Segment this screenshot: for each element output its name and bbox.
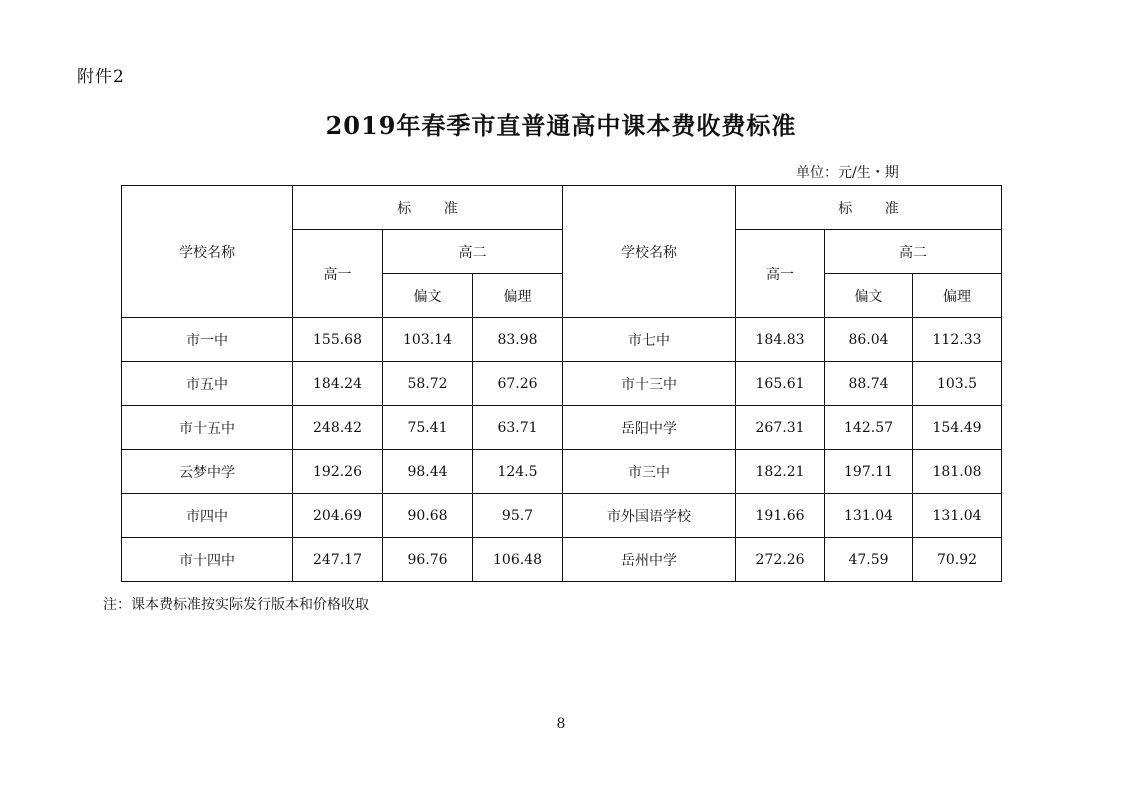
science-fee-cell: 95.7	[473, 494, 563, 538]
header-liberal-arts-left: 偏文	[383, 274, 473, 318]
liberal-arts-fee-cell: 75.41	[383, 406, 473, 450]
school-name-cell: 市十三中	[563, 362, 736, 406]
science-fee-cell: 103.5	[913, 362, 1002, 406]
science-fee-cell: 70.92	[913, 538, 1002, 582]
header-grade-two-left: 高二	[383, 230, 563, 274]
grade-one-fee-cell: 248.42	[293, 406, 383, 450]
document-title: 2019年春季市直普通高中课本费收费标准	[325, 111, 797, 140]
header-school-name-left: 学校名称	[122, 186, 293, 318]
liberal-arts-fee-cell: 88.74	[825, 362, 913, 406]
liberal-arts-fee-cell: 90.68	[383, 494, 473, 538]
school-name-cell: 市十五中	[122, 406, 293, 450]
school-name-cell: 岳州中学	[563, 538, 736, 582]
science-fee-cell: 67.26	[473, 362, 563, 406]
grade-one-fee-cell: 182.21	[736, 450, 825, 494]
grade-one-fee-cell: 191.66	[736, 494, 825, 538]
science-fee-cell: 106.48	[473, 538, 563, 582]
header-standard-right: 标 准	[736, 186, 1002, 230]
grade-one-fee-cell: 184.83	[736, 318, 825, 362]
science-fee-cell: 63.71	[473, 406, 563, 450]
grade-one-fee-cell: 155.68	[293, 318, 383, 362]
liberal-arts-fee-cell: 142.57	[825, 406, 913, 450]
header-school-name-right: 学校名称	[563, 186, 736, 318]
header-grade-one-right: 高一	[736, 230, 825, 318]
school-name-cell: 市一中	[122, 318, 293, 362]
science-fee-cell: 181.08	[913, 450, 1002, 494]
table-row	[122, 362, 1002, 406]
school-name-cell: 市外国语学校	[563, 494, 736, 538]
school-name-cell: 市十四中	[122, 538, 293, 582]
grade-one-fee-cell: 184.24	[293, 362, 383, 406]
footnote: 注：课本费标准按实际发行版本和价格收取	[103, 597, 369, 613]
grade-one-fee-cell: 192.26	[293, 450, 383, 494]
liberal-arts-fee-cell: 47.59	[825, 538, 913, 582]
header-grade-two-right: 高二	[825, 230, 1002, 274]
science-fee-cell: 131.04	[913, 494, 1002, 538]
grade-one-fee-cell: 247.17	[293, 538, 383, 582]
header-science-left: 偏理	[473, 274, 563, 318]
header-liberal-arts-right: 偏文	[825, 274, 913, 318]
page-number: 8	[556, 716, 566, 732]
fee-table	[121, 185, 1002, 582]
liberal-arts-fee-cell: 131.04	[825, 494, 913, 538]
liberal-arts-fee-cell: 197.11	[825, 450, 913, 494]
school-name-cell: 市五中	[122, 362, 293, 406]
grade-one-fee-cell: 204.69	[293, 494, 383, 538]
liberal-arts-fee-cell: 96.76	[383, 538, 473, 582]
attachment-label: 附件2	[77, 67, 125, 87]
school-name-cell: 岳阳中学	[563, 406, 736, 450]
grade-one-fee-cell: 272.26	[736, 538, 825, 582]
grade-one-fee-cell: 165.61	[736, 362, 825, 406]
school-name-cell: 市四中	[122, 494, 293, 538]
table-row	[122, 450, 1002, 494]
header-grade-one-left: 高一	[293, 230, 383, 318]
unit-label: 单位：元/生・期	[796, 165, 899, 181]
liberal-arts-fee-cell: 58.72	[383, 362, 473, 406]
table-row	[122, 538, 1002, 582]
table-row	[122, 494, 1002, 538]
grade-one-fee-cell: 267.31	[736, 406, 825, 450]
science-fee-cell: 124.5	[473, 450, 563, 494]
liberal-arts-fee-cell: 98.44	[383, 450, 473, 494]
science-fee-cell: 83.98	[473, 318, 563, 362]
table-row	[122, 318, 1002, 362]
school-name-cell: 市三中	[563, 450, 736, 494]
header-standard-left: 标 准	[293, 186, 563, 230]
header-science-right: 偏理	[913, 274, 1002, 318]
science-fee-cell: 154.49	[913, 406, 1002, 450]
science-fee-cell: 112.33	[913, 318, 1002, 362]
liberal-arts-fee-cell: 86.04	[825, 318, 913, 362]
liberal-arts-fee-cell: 103.14	[383, 318, 473, 362]
table-row	[122, 406, 1002, 450]
school-name-cell: 云梦中学	[122, 450, 293, 494]
school-name-cell: 市七中	[563, 318, 736, 362]
